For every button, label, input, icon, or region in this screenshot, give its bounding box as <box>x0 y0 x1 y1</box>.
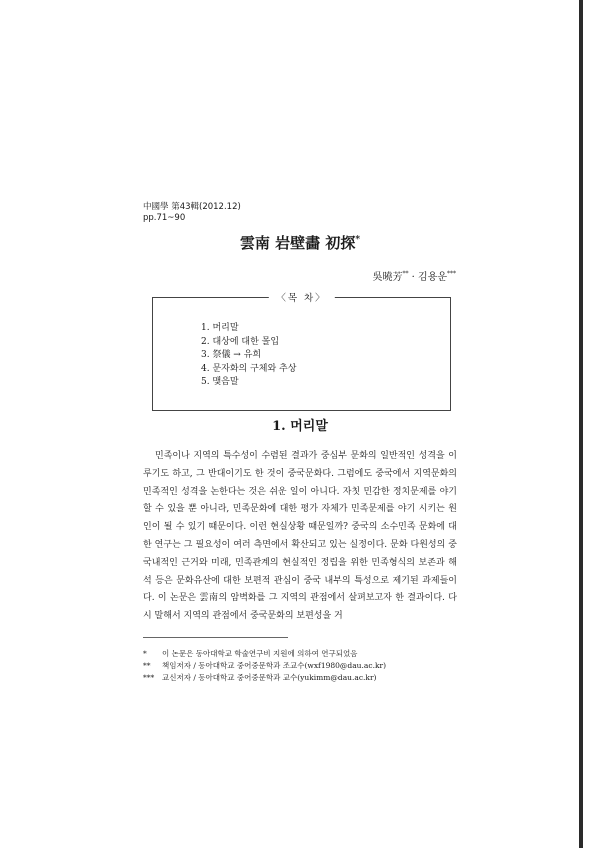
footnote-mark: * <box>143 649 147 658</box>
title-footnote-mark: * <box>355 235 361 245</box>
body-paragraph: 민족이나 지역의 특수성이 수렴된 결과가 중심부 문화의 일반적인 성격을 이루기도 하고, 그 반대이기도 한 것이 중국문화다. 그럼에도 중국에서 지역문화의 민족적인 성격을 논한다는 것은 쉬운 일이 아니다. 자칫 민감한 정치문제를 야기할 수 있을 뿐 아니라, 민족문화에 대한 평가 자체가 민족문제를 야기 시키는 원인이 될 수 있기 때문이다. 이런 현실상황 때문일까? 중국의 소수민족 문화에 대한 연구는 그 필요성이 여러 측면에서 확산되고 있는 실정이다. 문화 다원성의 중국내적인 근거와 미래, 민족관계의 현실적인 정립을 위한 민족형식의 보존과 해석 등은 문화유산에 대한 보편적 관심이 중국 내부의 특성으로 제기된 과제들이다. 이 논문은 雲南의 암벽화를 그 지역의 관점에서 살펴보고자 한 결과이다. 다시 말해서 지역의 관점에서 중국문화의 보편성을 거 <box>143 451 457 622</box>
section-heading: 1. 머리말 <box>272 419 328 434</box>
footnote-mark: *** <box>143 673 155 682</box>
table-of-contents <box>152 293 451 411</box>
article-title: 雲南 岩壁畵 初探 <box>239 234 356 252</box>
body-text <box>143 448 457 626</box>
footnote-text: 이 논문은 동아대학교 학술연구비 지원에 의하여 연구되었음 <box>162 649 358 658</box>
article-title-line <box>0 232 600 253</box>
toc-item: 2. 대상에 대한 몰입 <box>201 336 280 347</box>
author-separator: · <box>408 272 419 283</box>
author-name: 김용운 <box>418 272 447 283</box>
footnote-text: 교신저자 / 동아대학교 중어중문학과 교수(yukimm@dau.ac.kr) <box>162 673 377 682</box>
footnote <box>143 648 463 660</box>
journal-info <box>143 202 241 223</box>
author-line <box>372 268 456 283</box>
author-footnote-mark: *** <box>447 270 456 278</box>
toc-item: 4. 문자화의 구체와 추상 <box>201 363 297 374</box>
toc-heading: 〈목 차〉 <box>268 290 334 304</box>
footnote <box>143 672 463 684</box>
footnote-divider <box>143 637 288 638</box>
author-footnote-mark: ** <box>402 270 409 278</box>
toc-item: 1. 머리말 <box>201 323 239 333</box>
toc-item: 3. 祭儀 → 유희 <box>201 350 262 360</box>
footnote <box>143 660 463 672</box>
footnote-text: 책임저자 / 동아대학교 중어중문학과 조교수(wxf1980@dau.ac.kr) <box>162 661 387 670</box>
author-name: 吳曉芳 <box>372 272 403 283</box>
footnotes <box>143 648 463 684</box>
toc-list <box>201 322 296 390</box>
footnote-mark: ** <box>143 661 151 670</box>
page-range: pp.71~90 <box>143 212 186 223</box>
journal-issue: 中國學 第43輯(2012.12) <box>143 202 241 212</box>
toc-item: 5. 맺음말 <box>201 377 239 387</box>
